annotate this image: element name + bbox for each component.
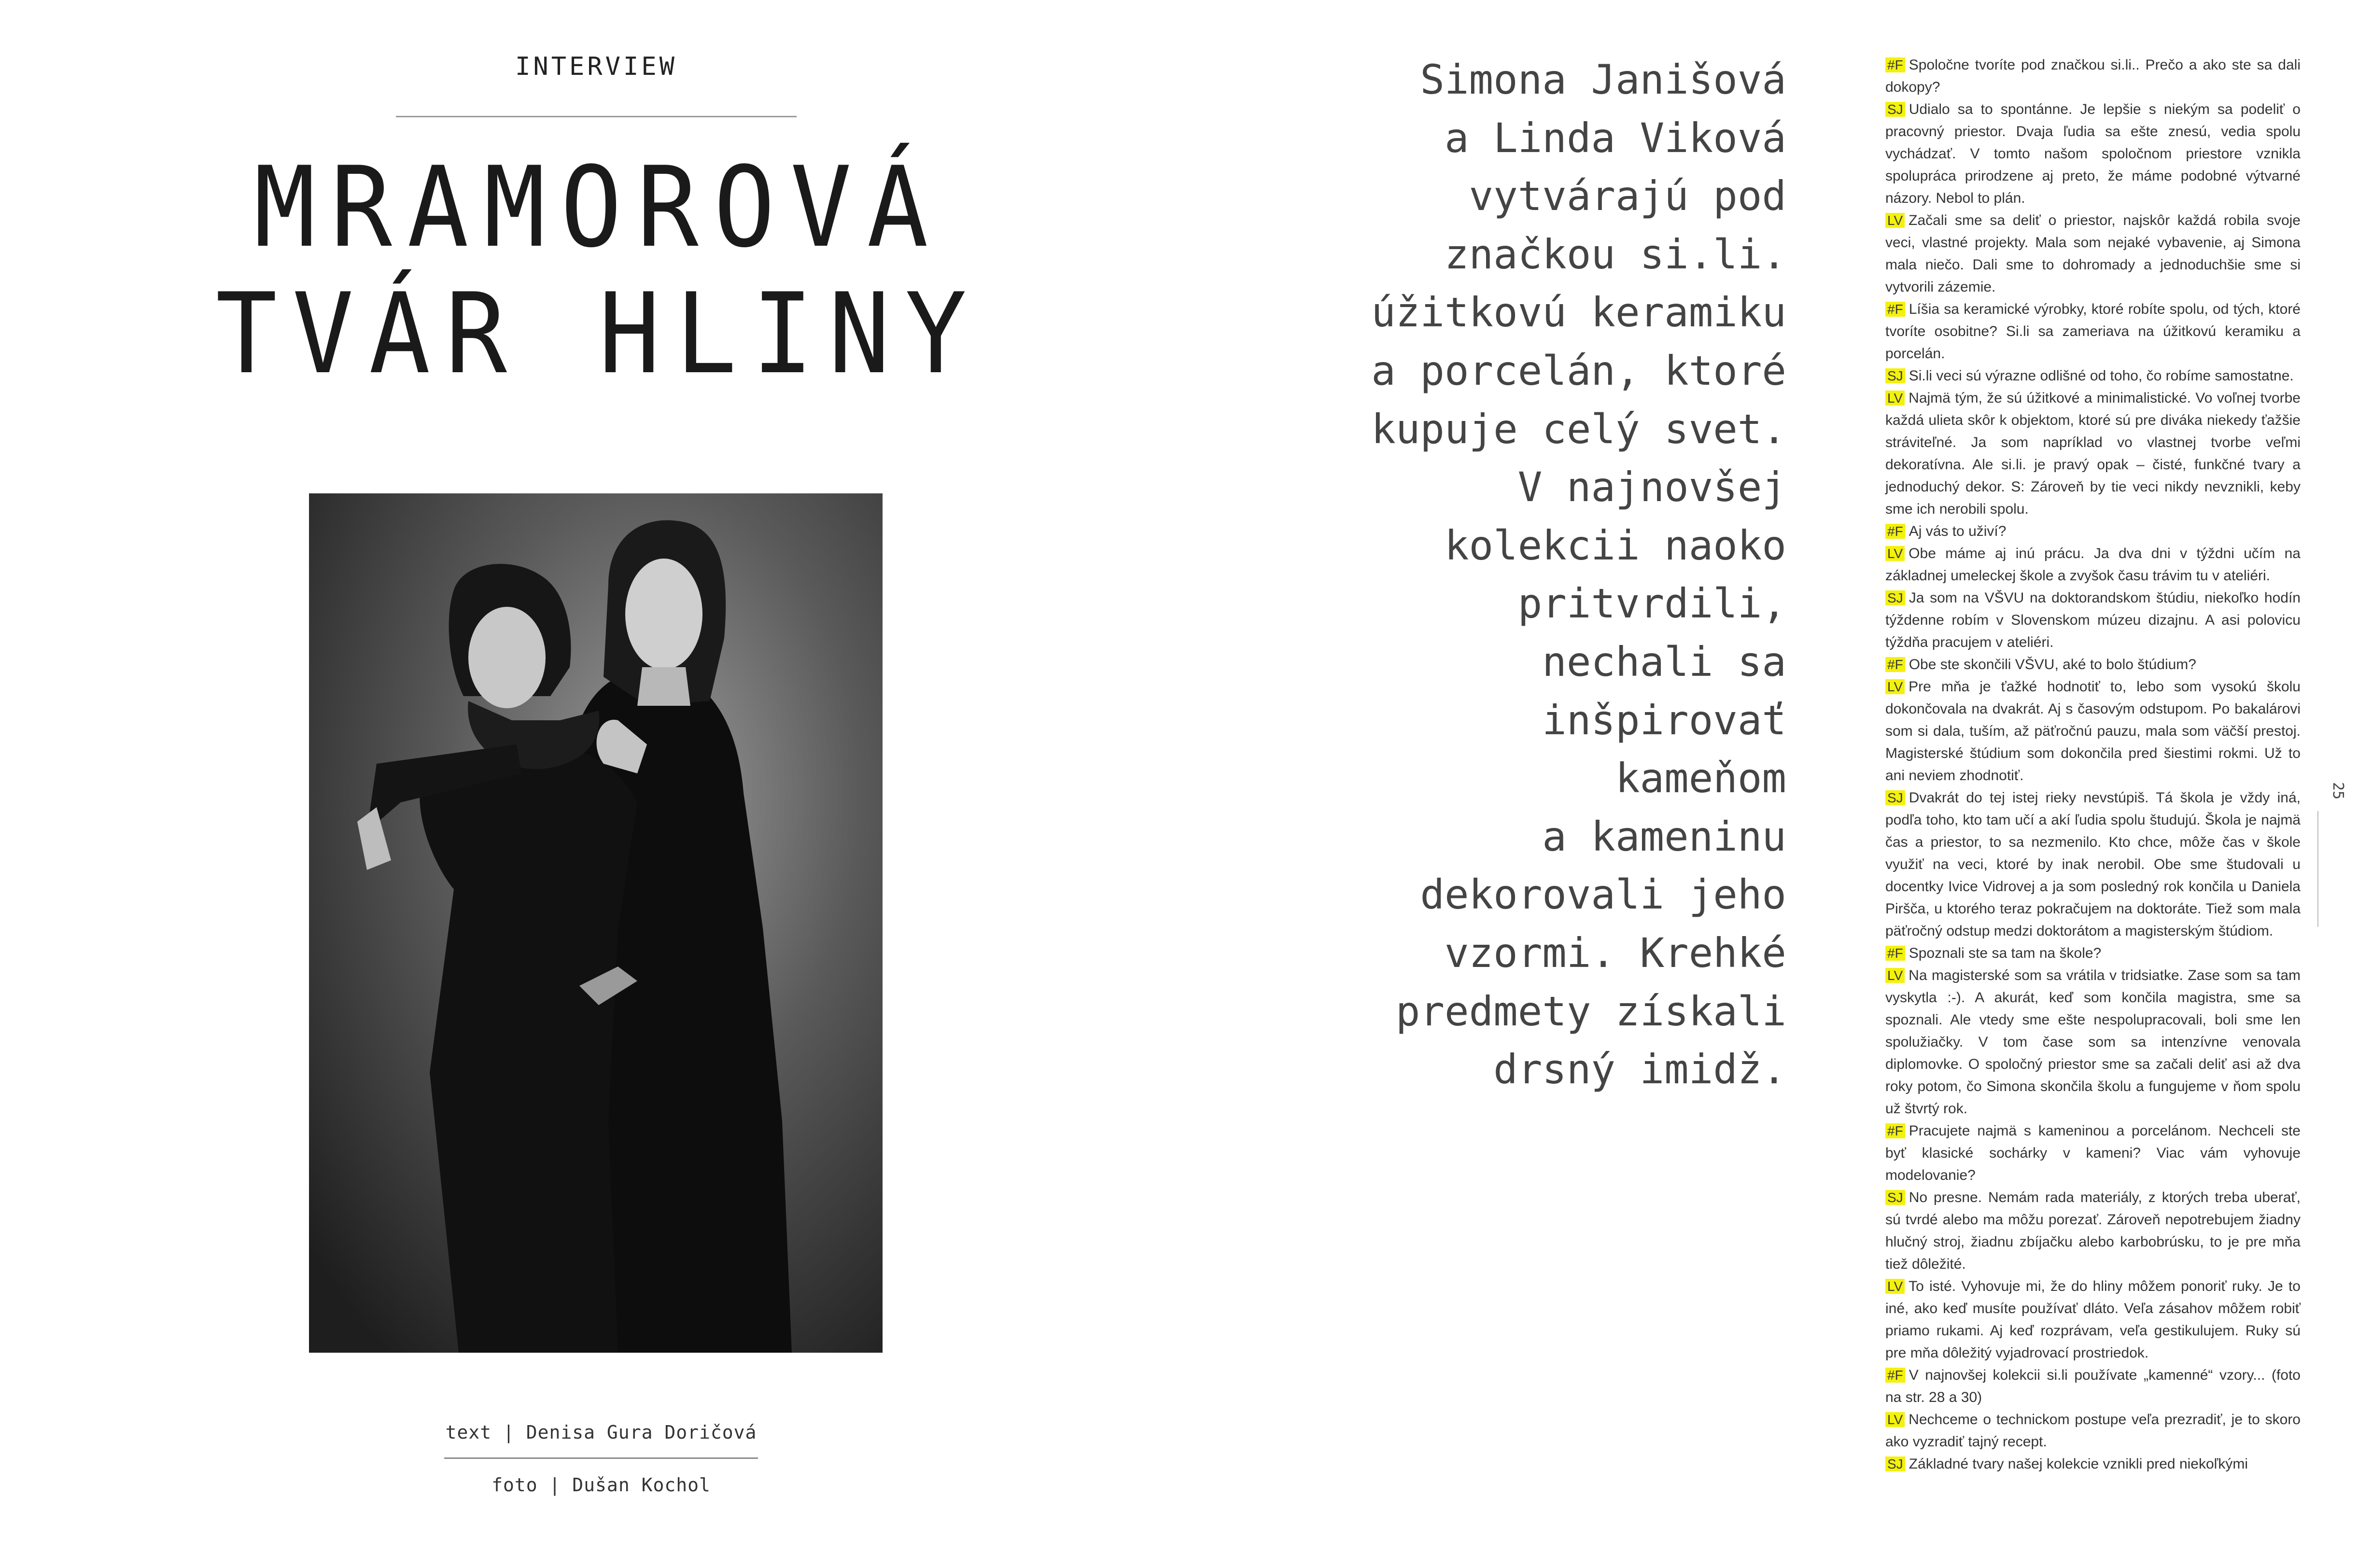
pull-quote-line: vytvárajú pod [1469, 172, 1786, 220]
interview-text: Spoznali ste sa tam na škole? [1909, 945, 2102, 961]
interview-text: To isté. Vyhovuje mi, že do hliny môžem ponoriť ruky. Je to iné, ako keď musíte používať dláto. Veľa zásahov môžem robiť priamo rukami. Aj keď rozprávam, veľa gestikulujem. Ruky sú pre mňa dôležitý vyjadrovací prostriedok. [1885, 1278, 2301, 1361]
portrait-illustration [309, 493, 883, 1353]
interview-paragraph [1885, 1275, 2301, 1364]
pull-quote-line: a porcelán, ktoré [1371, 347, 1786, 394]
pull-quote-line: kupuje celý svet. [1371, 405, 1786, 453]
interview-text: No presne. Nemám rada materiály, z ktorých treba uberať, sú tvrdé alebo ma môžu porezať. Zároveň nepotrebujem žiadny hlučný stroj, žiadnu zbíjačku alebo karbobrúsku, to je pre mňa tiež dôležité. [1885, 1190, 2301, 1272]
pull-quote-line: nechali sa [1542, 638, 1786, 686]
interview-paragraph [1885, 1364, 2301, 1409]
title-line-1: MRAMOROVÁ [253, 143, 944, 272]
pull-quote-line: pritvrdili, [1517, 580, 1786, 628]
interview-paragraph [1885, 1187, 2301, 1275]
pull-quote-line: Simona Janišová [1420, 56, 1786, 103]
speaker-tag: #F [1885, 946, 1905, 961]
pull-quote-line: vzormi. Krehké [1444, 929, 1786, 977]
interview-text: Si.li veci sú výrazne odlišné od toho, čo robíme samostatne. [1909, 368, 2294, 384]
interview-text: Obe ste skončili VŠVU, aké to bolo štúdium? [1909, 657, 2196, 672]
speaker-tag: #F [1885, 1368, 1905, 1383]
pull-quote-line: predmety získali [1395, 987, 1786, 1035]
speaker-tag: LV [1885, 213, 1905, 228]
pull-quote [1212, 51, 1786, 1099]
speaker-tag: SJ [1885, 102, 1905, 117]
credit-photo: foto | Dušan Kochol [491, 1474, 711, 1496]
speaker-tag: #F [1885, 657, 1905, 672]
interview-paragraph [1885, 787, 2301, 942]
interview-text: Pracujete najmä s kameninou a porcelánom. Nechceli ste byť klasické sochárky v kameni? Viac vám vyhovuje modelovanie? [1885, 1123, 2301, 1183]
interview-paragraph [1885, 520, 2301, 543]
interview-text: Spoločne tvoríte pod značkou si.li.. Prečo a ako ste sa dali dokopy? [1885, 57, 2301, 95]
speaker-tag: LV [1885, 968, 1905, 983]
interview-text: Aj vás to uživí? [1909, 523, 2007, 539]
speaker-tag: LV [1885, 1279, 1905, 1294]
speaker-tag: LV [1885, 1412, 1905, 1427]
interview-text: Základné tvary našej kolekcie vznikli pred niekoľkými [1909, 1456, 2248, 1472]
pull-quote-line: drsný imidž. [1493, 1046, 1786, 1093]
page-number: 25 [2330, 782, 2346, 800]
speaker-tag: #F [1885, 57, 1905, 72]
page-number-rule [2317, 811, 2318, 927]
interview-paragraph [1885, 965, 2301, 1120]
portrait-photo [309, 493, 883, 1353]
interview-paragraph [1885, 676, 2301, 787]
interview-column [1885, 54, 2301, 1475]
interview-text: Líšia sa keramické výrobky, ktoré robíte spolu, od tých, ktoré tvoríte osobitne? Si.li sa zameriava na úžitkovú keramiku a porcelán. [1885, 301, 2301, 362]
speaker-tag: #F [1885, 302, 1905, 317]
pull-quote-line: a Linda Viková [1444, 114, 1786, 162]
speaker-tag: SJ [1885, 790, 1905, 805]
interview-paragraph [1885, 98, 2301, 210]
section-divider [396, 116, 797, 117]
interview-paragraph [1885, 298, 2301, 365]
interview-text: Udialo sa to spontánne. Je lepšie s niekým sa podeliť o pracovný priestor. Dvaja ľudia sa ešte znesú, vedia spolu vychádzať. V tomto našom spoločnom priestore vznikla spolupráca prirodzene aj preto, že máme podobné výtvarné názory. Nebol to plán. [1885, 101, 2301, 206]
interview-paragraph [1885, 387, 2301, 520]
interview-text: Obe máme aj inú prácu. Ja dva dni v týždni učím na základnej umeleckej škole a zvyšok času trávim tu v ateliéri. [1885, 546, 2301, 584]
speaker-tag: LV [1885, 391, 1905, 406]
interview-text: Ja som na VŠVU na doktorandskom štúdiu, niekoľko hodín týždenne robím v Slovenskom múzeu dizajnu. A asi polovicu týždňa pracujem v ateliéri. [1885, 590, 2301, 650]
interview-paragraph [1885, 942, 2301, 965]
interview-text: Dvakrát do tej istej rieky nevstúpiš. Tá škola je vždy iná, podľa toho, kto tam učí a akí ľudia spolu študujú. Škola je najmä čas a priestor, to sa nezmenilo. Kto chce, môže čas v škole využiť na veci, ktoré by inak nerobil. Obe sme študovali u docentky Ivice Vidrovej a ja som posledný rok končila u Daniela Piršča, u ktorého teraz pokračujem na doktoráte. Tiež som mala päťročný odstup medzi doktorátom a magisterským štúdiom. [1885, 790, 2301, 939]
interview-text: V najnovšej kolekcii si.li používate „kamenné“ vzory... (foto na str. 28 a 30) [1885, 1367, 2301, 1405]
interview-paragraph [1885, 210, 2301, 298]
interview-paragraph [1885, 543, 2301, 587]
credits-divider [444, 1457, 758, 1459]
interview-paragraph [1885, 1453, 2301, 1475]
pull-quote-line: V najnovšej [1517, 463, 1786, 511]
speaker-tag: SJ [1885, 1190, 1905, 1205]
speaker-tag: #F [1885, 524, 1905, 539]
pull-quote-line: kameňom [1615, 755, 1786, 802]
speaker-tag: SJ [1885, 590, 1905, 605]
interview-text: Pre mňa je ťažké hodnotiť to, lebo som vysokú školu dokončovala na dvakrát. Aj s časovým odstupom. Po bakalárovi som si dala, tuším, až päťročnú pauzu, mala som väčší prestoj. Magisterské štúdium som dokončila pred šiestimi rokmi. Už to ani neviem zhodnotiť. [1885, 679, 2301, 784]
speaker-tag: LV [1885, 679, 1905, 694]
interview-text: Najmä tým, že sú úžitkové a minimalistické. Vo voľnej tvorbe každá ulieta skôr k objektom, ktoré sú pre diváka niekedy ťažšie stráviteľné. Ja som napríklad vo vlastnej tvorbe veľmi dekoratívna. Ale si.li. je pravý opak – čisté, funkčné tvary a jednoduchý dekor. S: Zároveň by tie veci nikdy nevznikli, keby sme ich nerobili spolu. [1885, 390, 2301, 517]
credits [425, 1422, 777, 1496]
interview-paragraph [1885, 365, 2301, 387]
interview-paragraph [1885, 1120, 2301, 1187]
interview-paragraph [1885, 54, 2301, 98]
speaker-tag: SJ [1885, 368, 1905, 383]
title-line-2: TVÁR HLINY [215, 270, 982, 399]
article-title [126, 145, 1072, 398]
interview-text: Začali sme sa deliť o priestor, najskôr každá robila svoje veci, vlastné projekty. Mala som nejaké vybavenie, aj Simona mala niečo. Dali sme to dohromady a jednoduchšie sme si vytvorili zázemie. [1885, 212, 2301, 295]
speaker-tag: #F [1885, 1123, 1905, 1138]
pull-quote-line: značkou si.li. [1444, 230, 1786, 278]
speaker-tag: SJ [1885, 1456, 1905, 1471]
section-label: INTERVIEW [515, 52, 677, 81]
interview-paragraph [1885, 587, 2301, 654]
interview-text: Nechceme o technickom postupe veľa prezradiť, je to skoro ako vyzradiť tajný recept. [1885, 1412, 2301, 1450]
pull-quote-line: a kameninu [1542, 812, 1786, 860]
pull-quote-line: kolekcii naoko [1444, 521, 1786, 569]
interview-paragraph [1885, 654, 2301, 676]
interview-paragraph [1885, 1409, 2301, 1453]
pull-quote-line: dekorovali jeho [1420, 871, 1786, 919]
pull-quote-line: úžitkovú keramiku [1371, 289, 1786, 336]
interview-text: Na magisterské som sa vrátila v tridsiatke. Zase som sa tam vyskytla :-). A akurát, keď som končila magistra, sme sa spoznali. Ale vtedy sme ešte nespolupracovali, boli sme len spolužiačky. V tom čase som sa intenzívne venovala diplomovke. O spoločný priestor sme sa začali deliť asi až dva roky potom, čo Simona skončila školu a fungujeme v ňom spolu už štvrtý rok. [1885, 967, 2301, 1117]
pull-quote-line: inšpirovať [1542, 696, 1786, 744]
speaker-tag: LV [1885, 546, 1905, 561]
credit-text: text | Denisa Gura Doričová [445, 1422, 757, 1443]
